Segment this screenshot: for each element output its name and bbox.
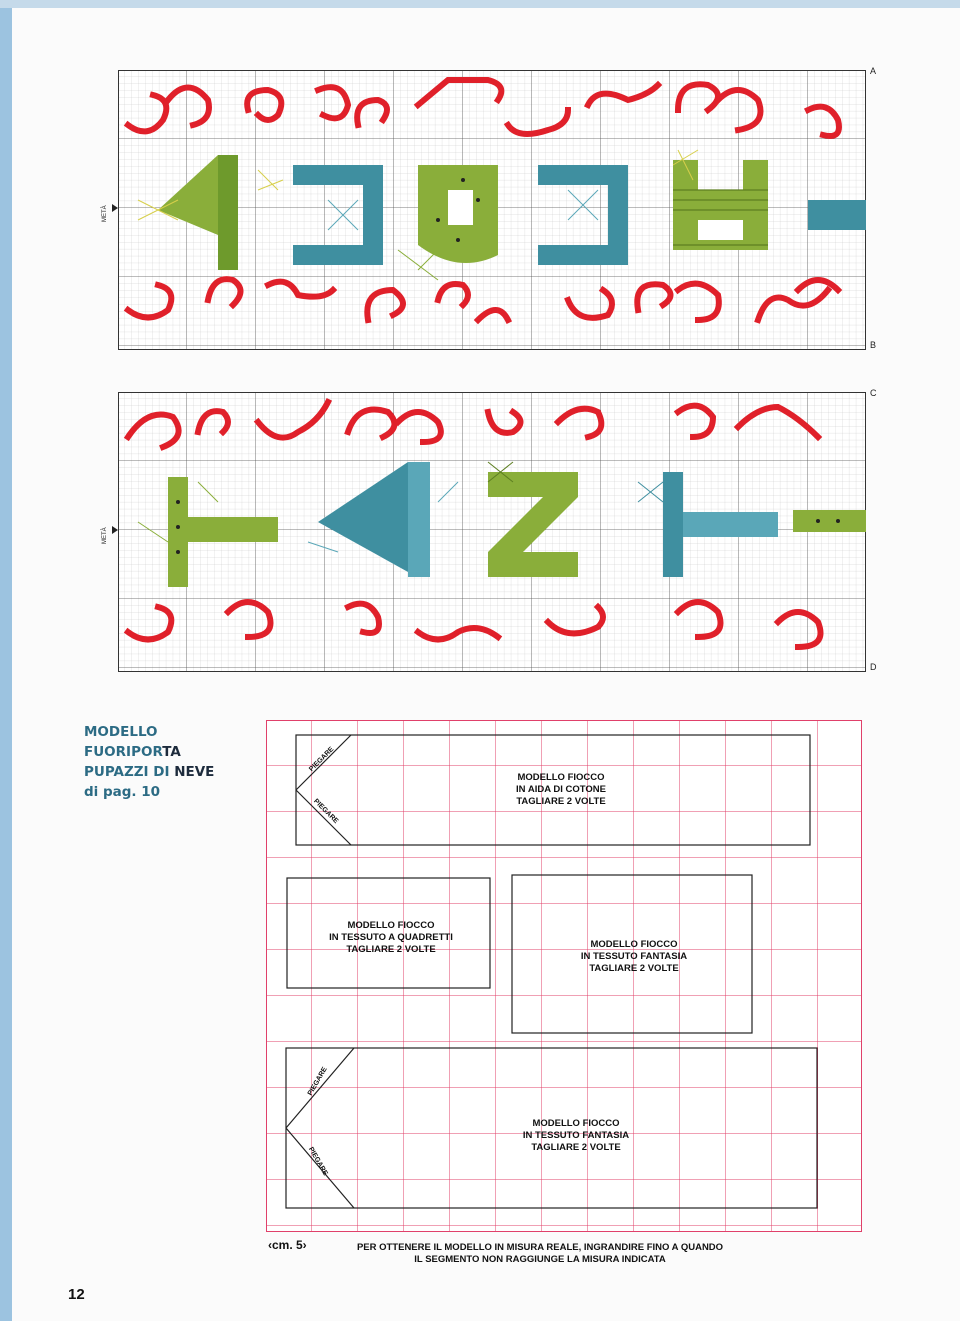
chart-bottom-svg bbox=[118, 392, 866, 672]
piece-label-aida: MODELLO FIOCCO IN AIDA DI COTONE TAGLIARE 2 VOLTE bbox=[516, 772, 606, 807]
piece-label-fantasia: MODELLO FIOCCO IN TESSUTO FANTASIA TAGLIARE 2 VOLTE bbox=[580, 939, 688, 974]
cross-stitch-chart-top bbox=[118, 70, 866, 350]
heading-line-4: di pag. 10 bbox=[84, 784, 161, 800]
fold-label-3: PIEGARE bbox=[306, 1066, 329, 1097]
page-edge-top bbox=[0, 0, 960, 8]
center-mark-top: METÀ bbox=[102, 205, 108, 222]
cross-stitch-chart-bottom bbox=[118, 392, 866, 672]
scale-instructions: PER OTTENERE IL MODELLO IN MISURA REALE, INGRANDIRE FINO A QUANDO IL SEGMENTO NON RAGGIUNGE LA MISURA INDICATA bbox=[356, 1242, 724, 1265]
center-mark-bottom: METÀ bbox=[102, 527, 108, 544]
letter-e-partial-green bbox=[793, 510, 866, 532]
fold-label-1: PIEGARE bbox=[308, 745, 336, 774]
fold-label-4: PIEGARE bbox=[306, 1146, 329, 1177]
heading-line-3a: PUPAZZI DI bbox=[84, 764, 175, 780]
chart-corner-d: D bbox=[870, 662, 877, 672]
heading-line-2a: FUORIPOR bbox=[84, 744, 163, 760]
piece-label-quadretti: MODELLO FIOCCO IN TESSUTO A QUADRETTI TAGLIARE 2 VOLTE bbox=[329, 920, 453, 955]
page-edge-strip bbox=[0, 0, 12, 1321]
chart-top-svg bbox=[118, 70, 866, 350]
chart-corner-a: A bbox=[870, 66, 877, 76]
chart-corner-c: C bbox=[870, 388, 877, 398]
page-number: 12 bbox=[68, 1286, 85, 1303]
chart-corner-b: B bbox=[870, 340, 877, 350]
piece-label-fantasia-large: MODELLO FIOCCO IN TESSUTO FANTASIA TAGLIARE 2 VOLTE bbox=[522, 1118, 630, 1153]
fold-label-2: PIEGARE bbox=[312, 797, 340, 826]
center-arrow-bottom bbox=[112, 526, 118, 534]
center-arrow-top bbox=[112, 204, 118, 212]
heading-line-3 bbox=[84, 762, 214, 782]
heading-line-2b: TA bbox=[162, 744, 181, 760]
pattern-heading bbox=[84, 722, 214, 802]
scale-reference: ‹cm. 5› bbox=[268, 1238, 307, 1252]
heading-line-2 bbox=[84, 742, 214, 762]
heading-line-1: MODELLO bbox=[84, 724, 158, 740]
heading-line-3b: NEVE bbox=[174, 764, 215, 780]
